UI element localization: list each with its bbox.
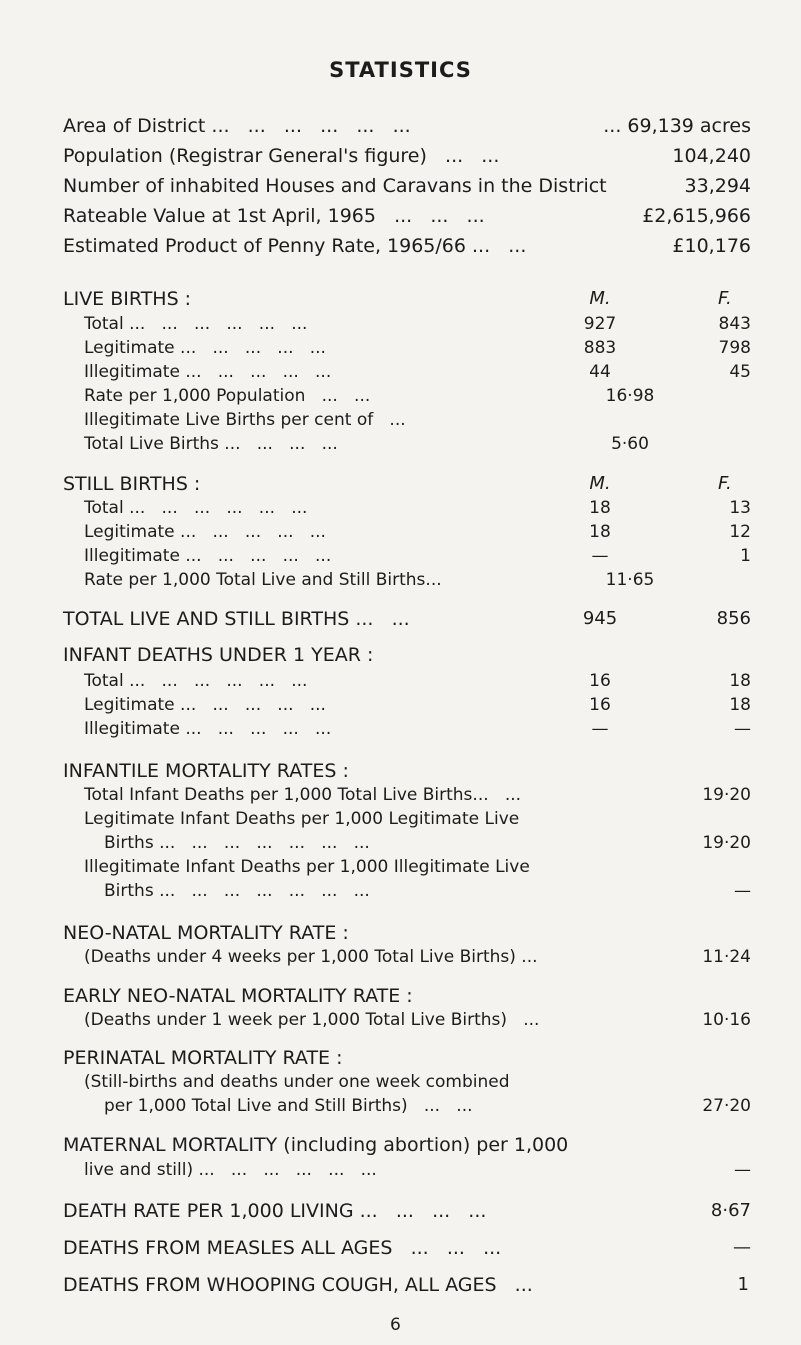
houses-value: 33,294 xyxy=(684,175,751,197)
neo-natal-heading: NEO-NATAL MORTALITY RATE : xyxy=(63,922,349,944)
still-births-total-m: 18 xyxy=(589,498,611,518)
live-births-illegit-m: 44 xyxy=(589,362,611,382)
infant-deaths-illegit-label: Illegitimate ... ... ... ... ... xyxy=(84,719,332,739)
live-births-col-f: F. xyxy=(718,288,732,309)
death-rate-label: DEATH RATE PER 1,000 LIVING ... ... ... ... xyxy=(63,1200,487,1222)
still-births-legit-label: Legitimate ... ... ... ... ... xyxy=(84,522,326,542)
early-neo-natal-heading: EARLY NEO-NATAL MORTALITY RATE : xyxy=(63,985,413,1007)
live-births-illegit-label: Illegitimate ... ... ... ... ... xyxy=(84,362,332,382)
infantile-total-label: Total Infant Deaths per 1,000 Total Live Births... ... xyxy=(84,785,522,805)
infant-deaths-legit-f: 18 xyxy=(729,695,751,715)
measles-value: — xyxy=(733,1237,751,1258)
live-births-total-m: 927 xyxy=(583,314,617,334)
live-births-illegit-f: 45 xyxy=(729,362,751,382)
live-births-legit-label: Legitimate ... ... ... ... ... xyxy=(84,338,326,358)
still-births-col-f: F. xyxy=(718,473,732,494)
early-neo-natal-value: 10·16 xyxy=(702,1010,751,1030)
still-births-illegit-label: Illegitimate ... ... ... ... ... xyxy=(84,546,332,566)
whooping-cough-value: 1 xyxy=(737,1274,749,1295)
infantile-illegit-label-cont: Births ... ... ... ... ... ... ... xyxy=(104,881,370,901)
infantile-total-value: 19·20 xyxy=(702,785,751,805)
infant-deaths-heading: INFANT DEATHS UNDER 1 YEAR : xyxy=(63,644,374,666)
page-number: 6 xyxy=(390,1315,401,1335)
still-births-col-m: M. xyxy=(589,473,611,494)
live-births-total-label: Total ... ... ... ... ... ... xyxy=(84,314,308,334)
penny-rate-value: £10,176 xyxy=(672,235,751,257)
live-births-legit-f: 798 xyxy=(718,338,751,358)
area-label: Area of District ... ... ... ... ... ... xyxy=(63,115,411,137)
infant-deaths-legit-label: Legitimate ... ... ... ... ... xyxy=(84,695,326,715)
total-live-still-f: 856 xyxy=(716,608,751,629)
early-neo-natal-label: (Deaths under 1 week per 1,000 Total Live Births) ... xyxy=(84,1010,540,1030)
total-live-still-m: 945 xyxy=(582,608,618,629)
infantile-mortality-heading: INFANTILE MORTALITY RATES : xyxy=(63,760,349,782)
death-rate-value: 8·67 xyxy=(710,1200,751,1221)
population-label: Population (Registrar General's figure) ... ... xyxy=(63,145,500,167)
live-births-heading: LIVE BIRTHS : xyxy=(63,288,192,310)
infantile-illegit-value: — xyxy=(734,881,751,901)
infant-deaths-illegit-f: — xyxy=(734,719,751,739)
houses-label: Number of inhabited Houses and Caravans in the District xyxy=(63,175,607,197)
infantile-legit-label-cont: Births ... ... ... ... ... ... ... xyxy=(104,833,370,853)
infant-deaths-illegit-m: — xyxy=(591,719,609,739)
infant-deaths-total-f: 18 xyxy=(729,671,751,691)
illegit-percent-value: 5·60 xyxy=(611,434,649,454)
still-births-rate-label: Rate per 1,000 Total Live and Still Births... xyxy=(84,570,442,590)
illegit-percent-label: Illegitimate Live Births per cent of ... xyxy=(84,410,406,430)
perinatal-label: (Still-births and deaths under one week combined xyxy=(84,1072,510,1092)
live-births-rate-label: Rate per 1,000 Population ... ... xyxy=(84,386,371,406)
still-births-rate-value: 11·65 xyxy=(605,570,655,590)
still-births-legit-f: 12 xyxy=(729,522,751,542)
live-births-total-f: 843 xyxy=(718,314,751,334)
still-births-illegit-m: — xyxy=(591,546,609,566)
infant-deaths-total-label: Total ... ... ... ... ... ... xyxy=(84,671,308,691)
live-births-col-m: M. xyxy=(589,288,611,309)
still-births-total-f: 13 xyxy=(729,498,751,518)
rateable-value-value: £2,615,966 xyxy=(642,205,751,227)
perinatal-label-cont: per 1,000 Total Live and Still Births) ... ... xyxy=(104,1096,473,1116)
neo-natal-label: (Deaths under 4 weeks per 1,000 Total Live Births) ... xyxy=(84,947,538,967)
still-births-illegit-f: 1 xyxy=(740,546,751,566)
maternal-value: — xyxy=(734,1160,751,1180)
rateable-value-label: Rateable Value at 1st April, 1965 ... ... ... xyxy=(63,205,485,227)
infantile-legit-value: 19·20 xyxy=(702,833,751,853)
whooping-cough-label: DEATHS FROM WHOOPING COUGH, ALL AGES ... xyxy=(63,1274,533,1296)
total-live-births-label: Total Live Births ... ... ... ... xyxy=(84,434,338,454)
live-births-rate-value: 16·98 xyxy=(605,386,655,406)
infant-deaths-legit-m: 16 xyxy=(589,695,611,715)
still-births-heading: STILL BIRTHS : xyxy=(63,473,201,495)
infantile-illegit-label: Illegitimate Infant Deaths per 1,000 Illegitimate Live xyxy=(84,857,530,877)
still-births-total-label: Total ... ... ... ... ... ... xyxy=(84,498,308,518)
penny-rate-label: Estimated Product of Penny Rate, 1965/66 ... ... xyxy=(63,235,527,257)
infant-deaths-total-m: 16 xyxy=(589,671,611,691)
neo-natal-value: 11·24 xyxy=(702,947,751,967)
maternal-label-cont: live and still) ... ... ... ... ... ... xyxy=(84,1160,377,1180)
population-value: 104,240 xyxy=(672,145,751,167)
live-births-legit-m: 883 xyxy=(583,338,617,358)
page-title: STATISTICS xyxy=(329,58,472,82)
infantile-legit-label: Legitimate Infant Deaths per 1,000 Legitimate Live xyxy=(84,809,520,829)
perinatal-value: 27·20 xyxy=(702,1096,751,1116)
measles-label: DEATHS FROM MEASLES ALL AGES ... ... ... xyxy=(63,1237,502,1259)
perinatal-heading: PERINATAL MORTALITY RATE : xyxy=(63,1047,343,1069)
maternal-label: MATERNAL MORTALITY (including abortion) per 1,000 xyxy=(63,1134,569,1156)
still-births-legit-m: 18 xyxy=(589,522,611,542)
area-value: ... 69,139 acres xyxy=(603,115,751,137)
total-live-still-label: TOTAL LIVE AND STILL BIRTHS ... ... xyxy=(63,608,410,630)
